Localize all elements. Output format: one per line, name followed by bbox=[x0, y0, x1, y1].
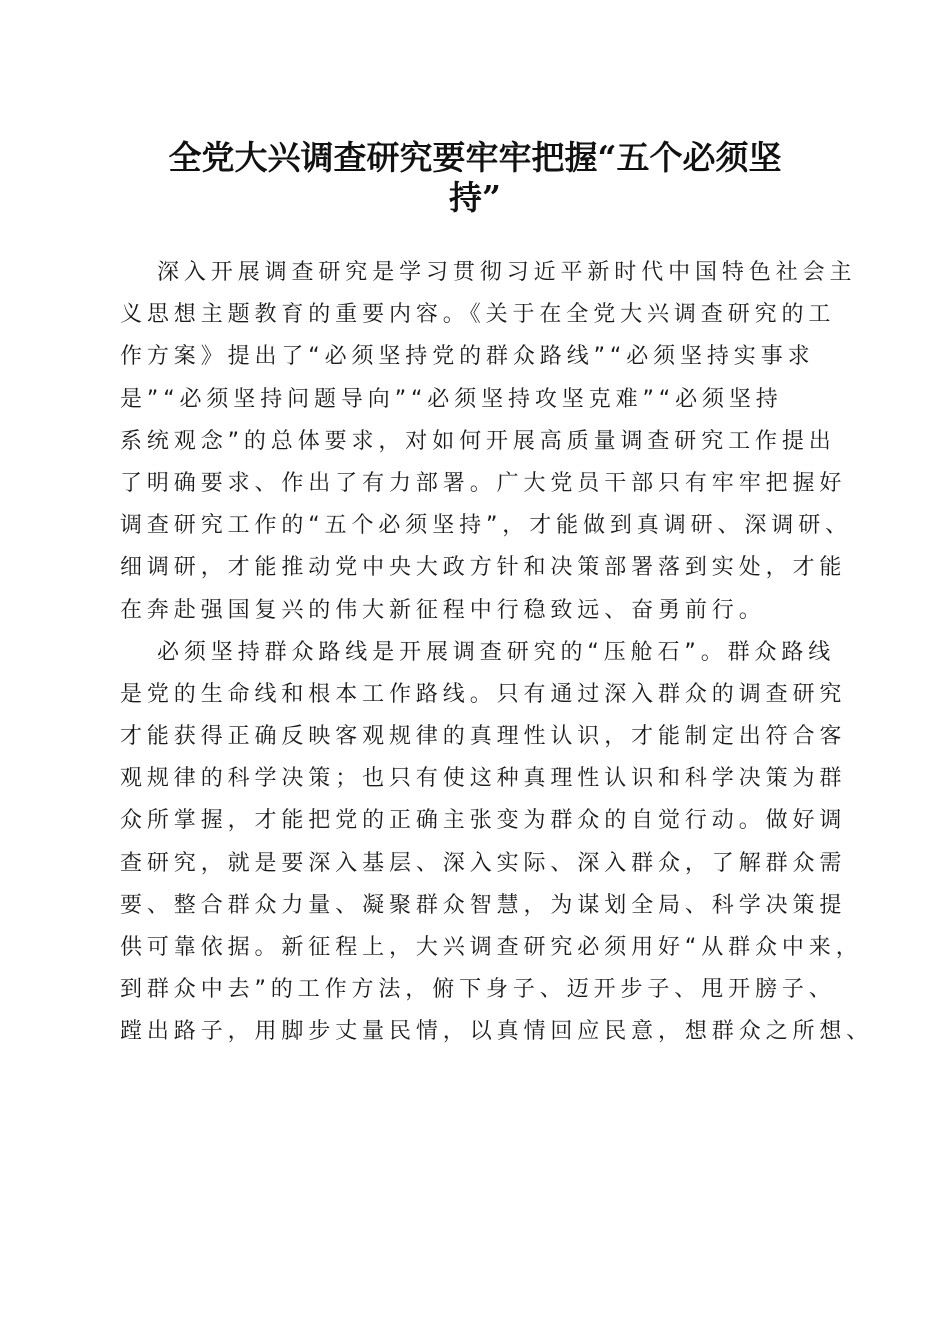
document-body bbox=[120, 252, 874, 1054]
text-line: 要、整合群众力量、凝聚群众智慧，为谋划全局、科学决策提 bbox=[120, 892, 847, 918]
text-line: 观规律的科学决策；也只有使这种真理性认识和科学决策为群 bbox=[120, 766, 847, 792]
text-line: 才能获得正确反映客观规律的真理性认识，才能制定出符合客 bbox=[120, 724, 847, 750]
document-title bbox=[100, 138, 850, 218]
text-line: 查研究，就是要深入基层、深入实际、深入群众，了解群众需 bbox=[120, 850, 847, 876]
text-line: 是”“必须坚持问题导向”“必须坚持攻坚克难”“必须坚持 bbox=[120, 386, 783, 412]
title-line: 全党大兴调查研究要牢牢把握“五个必须坚 bbox=[168, 138, 782, 177]
text-line: 义思想主题教育的重要内容。《关于在全党大兴调查研究的工 bbox=[120, 302, 836, 328]
text-line: 在奔赴强国复兴的伟大新征程中行稳致远、奋勇前行。 bbox=[120, 597, 766, 623]
paragraph-1 bbox=[120, 252, 857, 632]
text-line: 深入开展调查研究是学习贯彻习近平新时代中国特色社会主 bbox=[157, 260, 857, 285]
text-line: 必须坚持群众路线是开展调查研究的“压舱石”。群众路线 bbox=[157, 639, 836, 665]
text-line: 是党的生命线和根本工作路线。只有通过深入群众的调查研究 bbox=[120, 681, 847, 707]
text-line: 细调研，才能推动党中央大政方针和决策部署落到实处，才能 bbox=[120, 555, 847, 581]
paragraph-2 bbox=[120, 632, 874, 1054]
text-line: 调查研究工作的“五个必须坚持”，才能做到真调研、深调研、 bbox=[120, 513, 852, 539]
text-line: 到群众中去”的工作方法，俯下身子、迈开步子、甩开膀子、 bbox=[120, 977, 836, 1003]
text-line: 众所掌握，才能把党的正确主张变为群众的自觉行动。做好调 bbox=[120, 808, 847, 834]
text-line: 作方案》提出了“必须坚持党的群众路线”“必须坚持实事求 bbox=[120, 344, 815, 370]
title-line: 持” bbox=[449, 178, 501, 217]
text-line: 蹚出路子，用脚步丈量民情，以真情回应民意，想群众之所想、 bbox=[120, 1019, 874, 1045]
text-line: 了明确要求、作出了有力部署。广大党员干部只有牢牢把握好 bbox=[120, 470, 847, 496]
text-line: 供可靠依据。新征程上，大兴调查研究必须用好“从群众中来， bbox=[120, 935, 863, 960]
text-line: 系统观念”的总体要求，对如何开展高质量调查研究工作提出 bbox=[120, 428, 836, 454]
